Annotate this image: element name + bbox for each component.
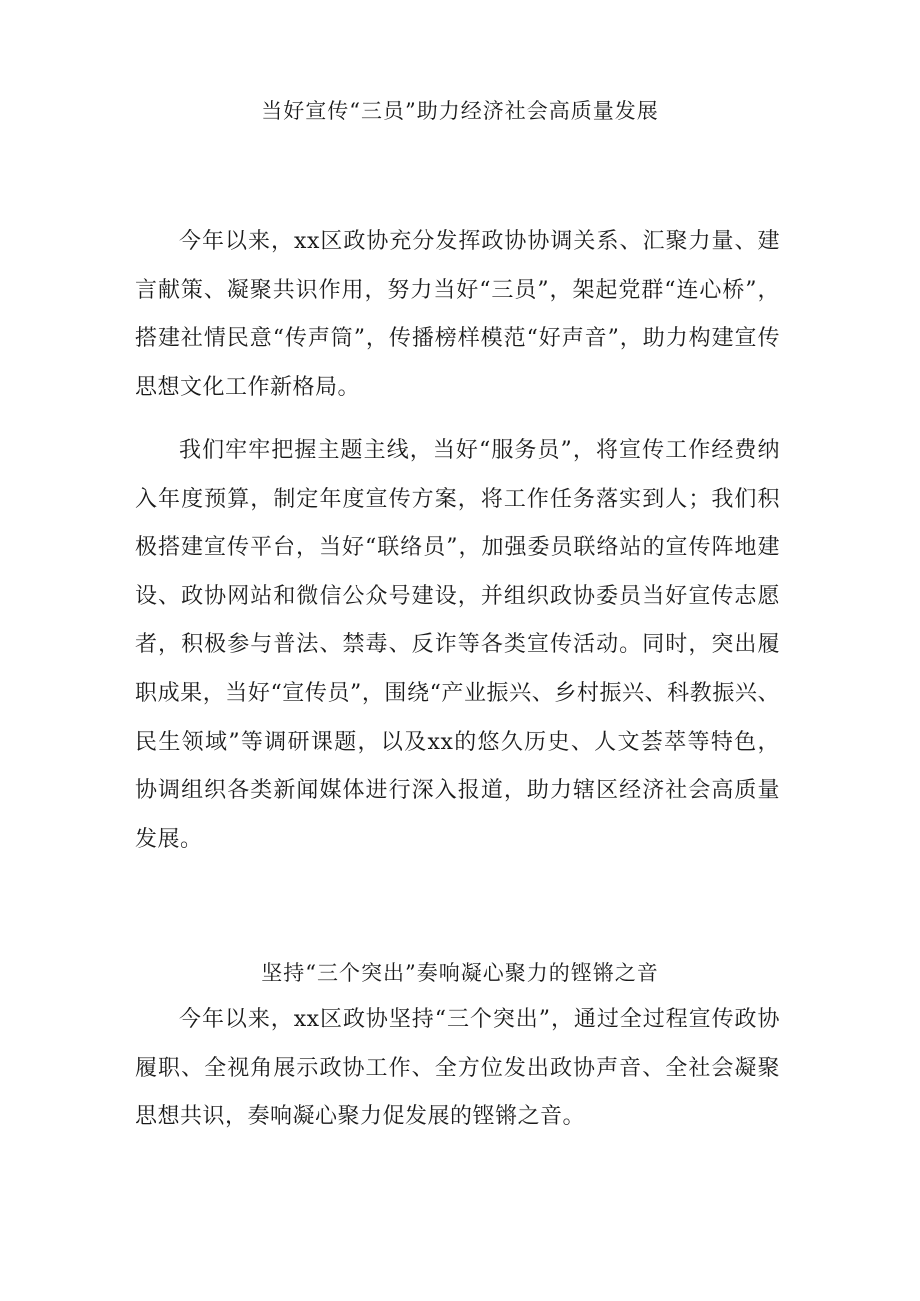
- section-1-paragraph-1: 今年以来，xx区政协充分发挥政协协调关系、汇聚力量、建言献策、凝聚共识作用，努力当好“三员”，架起党群“连心桥”，搭建社情民意“传声筒”，传播榜样模范“好声音”，助力构建宣传思想文化工作新格局。: [135, 229, 780, 400]
- section-1-paragraph-2: 我们牢牢把握主题主线，当好“服务员”，将宣传工作经费纳入年度预算，制定年度宣传方案，将工作任务落实到人；我们积极搭建宣传平台，当好“联络员”，加强委员联络站的宣传阵地建设、政协网站和微信公众号建设，并组织政协委员当好宣传志愿者，积极参与普法、禁毒、反诈等各类宣传活动。同时，突出履职成果，当好“宣传员”，围绕“产业振兴、乡村振兴、科教振兴、民生领域”等调研课题，以及xx的悠久历史、人文荟萃等特色，协调组织各类新闻媒体进行深入报道，助力辖区经济社会高质量发展。: [135, 438, 780, 852]
- section-2-title: 坚持“三个突出”奏响凝心聚力的铿锵之音: [261, 961, 659, 985]
- section-2-paragraph-1: 今年以来，xx区政协坚持“三个突出”，通过全过程宣传政协履职、全视角展示政协工作、全方位发出政协声音、全社会凝聚思想共识，奏响凝心聚力促发展的铿锵之音。: [135, 1007, 780, 1130]
- section-1-title: 当好宣传“三员”助力经济社会高质量发展: [261, 99, 659, 123]
